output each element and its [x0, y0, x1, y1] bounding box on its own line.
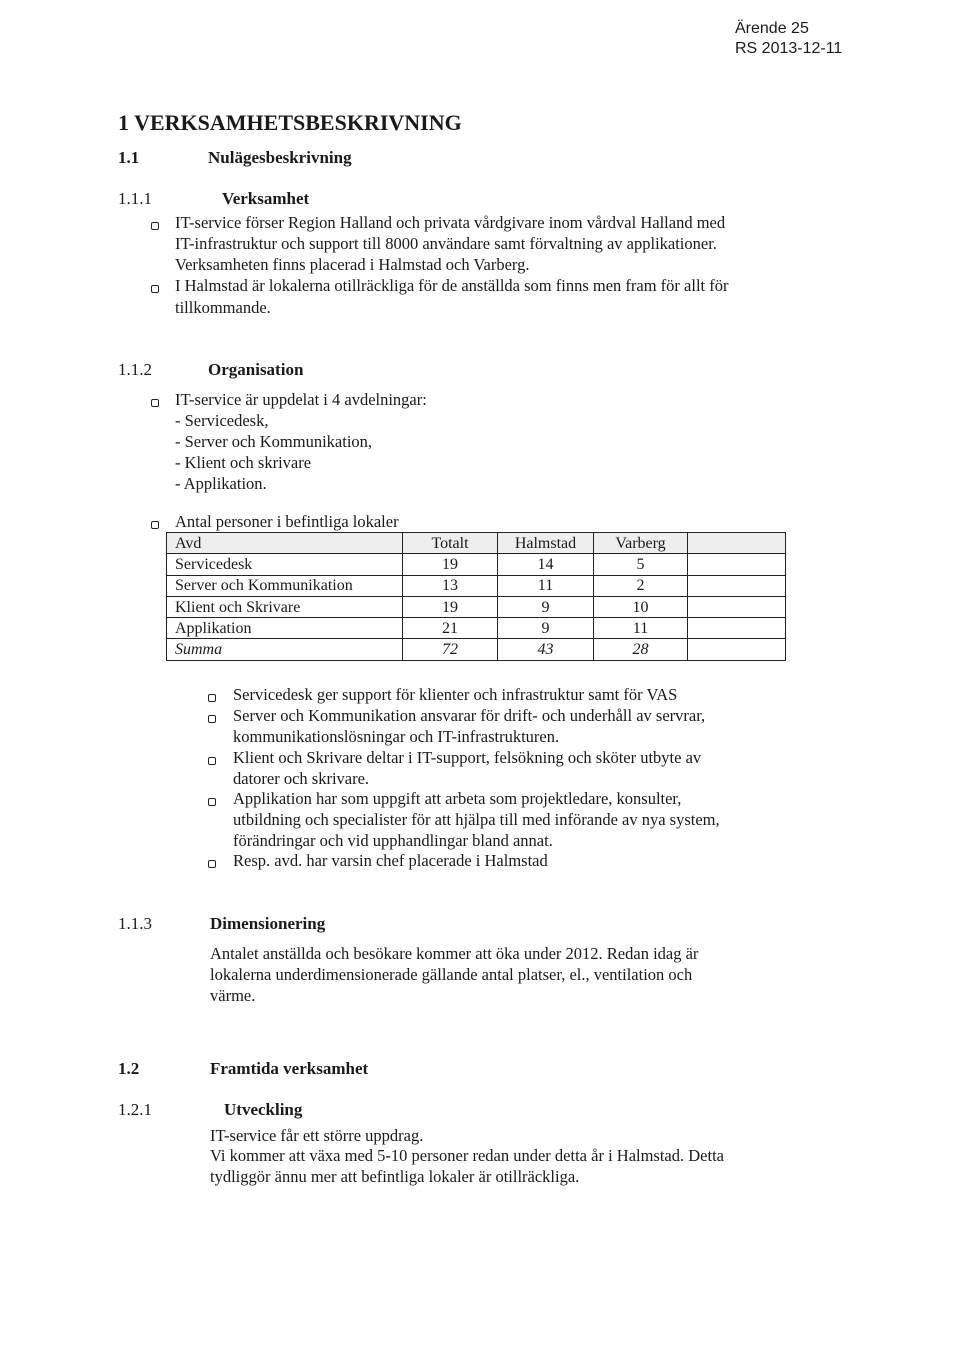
- paragraph-line: IT-service är uppdelat i 4 avdelningar:: [175, 390, 427, 409]
- note-line: datorer och skrivare.: [233, 769, 370, 788]
- subsection-title: Nulägesbeskrivning: [208, 148, 352, 167]
- table-cell: 11: [498, 575, 594, 596]
- subsubsection-title: Verksamhet: [222, 189, 310, 208]
- table-cell: Server och Kommunikation: [167, 575, 403, 596]
- subsubsection-title: Dimensionering: [210, 914, 326, 933]
- paragraph-line: värme.: [210, 986, 256, 1005]
- subsubsection-title: Utveckling: [224, 1100, 303, 1119]
- table-cell: Summa: [167, 639, 403, 660]
- note-line: utbildning och specialister för att hjälpa till med införande av nya system,: [233, 810, 720, 829]
- table-cell: [688, 639, 786, 660]
- table-row: [167, 575, 786, 596]
- table-cell: 14: [498, 554, 594, 575]
- table-cell: Servicedesk: [167, 554, 403, 575]
- paragraph-line: IT-service förser Region Halland och privata vårdgivare inom vårdval Halland med: [175, 213, 726, 232]
- table-cell: Klient och Skrivare: [167, 596, 403, 617]
- column-header: Totalt: [403, 533, 498, 554]
- table-cell: [688, 618, 786, 639]
- bullet-icon: [151, 285, 159, 293]
- case-number: Ärende 25: [735, 20, 809, 37]
- table-cell: 5: [594, 554, 688, 575]
- bullet-icon: [208, 715, 216, 723]
- column-header: Halmstad: [498, 533, 594, 554]
- table-cell: 9: [498, 596, 594, 617]
- table-cell: 13: [403, 575, 498, 596]
- bullet-icon: [151, 521, 159, 529]
- note-line: Klient och Skrivare deltar i IT-support, felsökning och sköter utbyte av: [233, 748, 702, 767]
- staff-table: [166, 532, 786, 661]
- table-cell: Applikation: [167, 618, 403, 639]
- bullet-icon: [151, 222, 159, 230]
- column-header: [688, 533, 786, 554]
- table-cell: [688, 575, 786, 596]
- note-line: Resp. avd. har varsin chef placerade i Halmstad: [233, 851, 548, 870]
- note-line: Applikation har som uppgift att arbeta som projektledare, konsulter,: [233, 789, 682, 808]
- table-cell: 2: [594, 575, 688, 596]
- bullet-icon: [208, 694, 216, 702]
- table-cell: 10: [594, 596, 688, 617]
- note-line: kommunikationslösningar och IT-infrastrukturen.: [233, 727, 560, 746]
- bullet-icon: [151, 399, 159, 407]
- list-item: - Klient och skrivare: [175, 453, 312, 472]
- table-cell: 19: [403, 554, 498, 575]
- column-header: Avd: [167, 533, 403, 554]
- table-cell: [688, 596, 786, 617]
- table-cell: [688, 554, 786, 575]
- bullet-icon: [208, 860, 216, 868]
- subsection-number: 1.2: [118, 1059, 140, 1078]
- paragraph-line: Vi kommer att växa med 5-10 personer redan under detta år i Halmstad. Detta: [210, 1146, 724, 1165]
- paragraph-line: I Halmstad är lokalerna otillräckliga för de anställda som finns men fram för allt för: [175, 276, 729, 295]
- paragraph-line: tydliggör ännu mer att befintliga lokaler är otillräckliga.: [210, 1167, 580, 1186]
- subsubsection-number: 1.2.1: [118, 1100, 152, 1119]
- column-header: Varberg: [594, 533, 688, 554]
- bullet-icon: [208, 757, 216, 765]
- subsubsection-number: 1.1.3: [118, 914, 152, 933]
- table-sum-row: [167, 639, 786, 660]
- table-cell: 43: [498, 639, 594, 660]
- subsection-title: Framtida verksamhet: [210, 1059, 369, 1078]
- list-item: - Applikation.: [175, 474, 267, 493]
- table-header-row: [167, 533, 786, 554]
- paragraph-line: IT-service får ett större uppdrag.: [210, 1126, 424, 1145]
- subsubsection-number: 1.1.1: [118, 189, 152, 208]
- table-cell: 21: [403, 618, 498, 639]
- table-row: [167, 618, 786, 639]
- table-caption: Antal personer i befintliga lokaler: [175, 512, 399, 531]
- paragraph-line: lokalerna underdimensionerade gällande antal platser, el., ventilation och: [210, 965, 693, 984]
- bullet-icon: [208, 798, 216, 806]
- subsubsection-number: 1.1.2: [118, 360, 152, 379]
- section-heading: 1 VERKSAMHETSBESKRIVNING: [118, 110, 462, 135]
- subsubsection-title: Organisation: [208, 360, 304, 379]
- paragraph-line: IT-infrastruktur och support till 8000 användare samt förvaltning av applikationer.: [175, 234, 717, 253]
- list-item: - Server och Kommunikation,: [175, 432, 373, 451]
- paragraph-line: tillkommande.: [175, 298, 271, 317]
- table-row: [167, 554, 786, 575]
- note-line: förändringar och vid upphandlingar bland annat.: [233, 831, 553, 850]
- table-row: [167, 596, 786, 617]
- paragraph-line: Antalet anställda och besökare kommer att öka under 2012. Redan idag är: [210, 944, 699, 963]
- meeting-date: RS 2013-12-11: [735, 40, 843, 57]
- note-line: Servicedesk ger support för klienter och infrastruktur samt för VAS: [233, 685, 678, 704]
- subsection-number: 1.1: [118, 148, 140, 167]
- table-cell: 72: [403, 639, 498, 660]
- table-cell: 9: [498, 618, 594, 639]
- list-item: - Servicedesk,: [175, 411, 269, 430]
- paragraph-line: Verksamheten finns placerad i Halmstad och Varberg.: [175, 255, 530, 274]
- note-line: Server och Kommunikation ansvarar för drift- och underhåll av servrar,: [233, 706, 706, 725]
- table-cell: 28: [594, 639, 688, 660]
- table-cell: 11: [594, 618, 688, 639]
- table-cell: 19: [403, 596, 498, 617]
